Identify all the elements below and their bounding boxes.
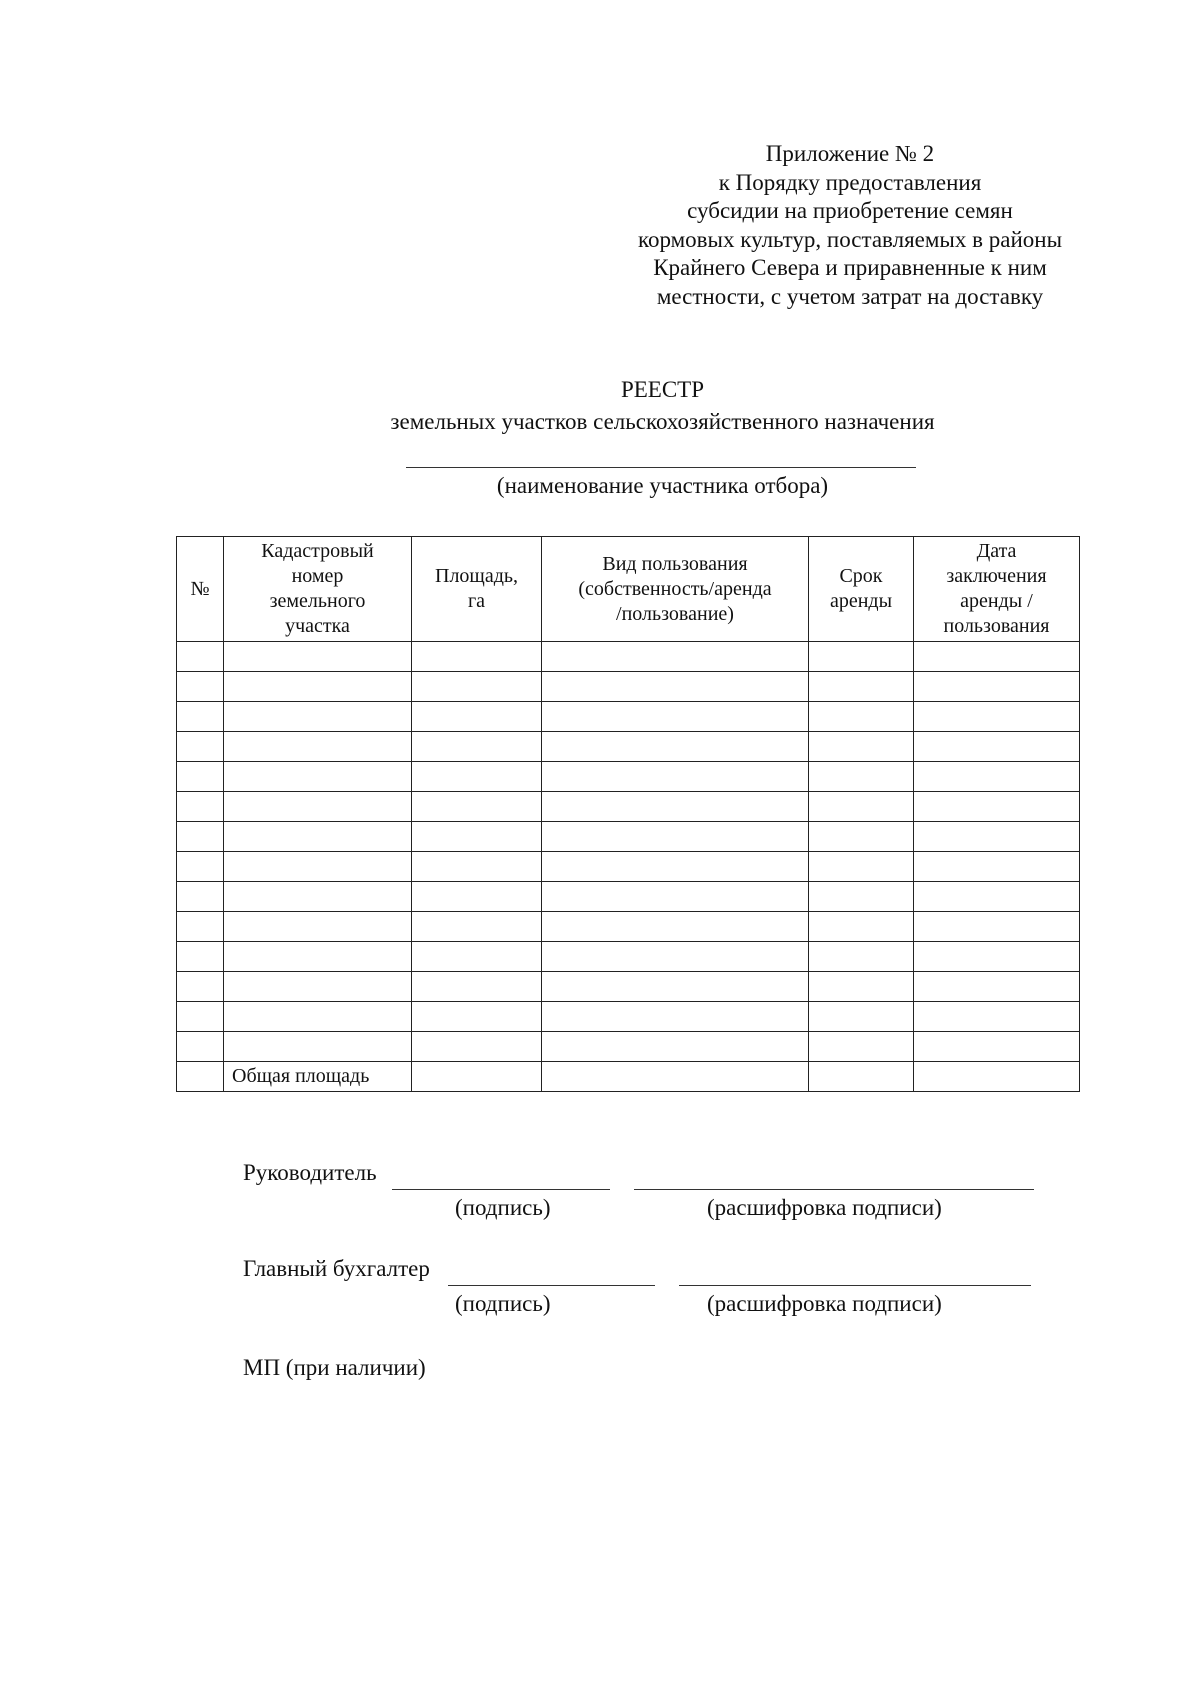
header-text: аренды /: [960, 590, 1033, 612]
table-cell[interactable]: [809, 762, 914, 792]
table-cell[interactable]: [224, 942, 412, 972]
table-cell[interactable]: [224, 642, 412, 672]
table-cell[interactable]: [224, 1002, 412, 1032]
table-cell[interactable]: [914, 642, 1080, 672]
table-cell[interactable]: [224, 972, 412, 1002]
table-header-row: [177, 537, 1080, 642]
table-cell[interactable]: [542, 642, 809, 672]
table-cell[interactable]: [542, 882, 809, 912]
table-cell[interactable]: [914, 762, 1080, 792]
table-cell[interactable]: [809, 852, 914, 882]
header-text: (собственность/аренда: [578, 577, 772, 600]
appendix-line: к Порядку предоставления: [718, 169, 982, 195]
table-row: [177, 1002, 1080, 1032]
table-cell[interactable]: [224, 852, 412, 882]
table-cell[interactable]: [542, 912, 809, 942]
table-cell[interactable]: [809, 882, 914, 912]
table-cell[interactable]: [809, 1002, 914, 1032]
table-row: [177, 912, 1080, 942]
table-cell[interactable]: [412, 1002, 542, 1032]
column-header-lease-term: [809, 537, 914, 642]
accountant-signature-decoding-field[interactable]: [679, 1285, 1031, 1286]
table-cell[interactable]: [224, 882, 412, 912]
document-title: РЕЕСТР: [620, 377, 705, 402]
table-cell[interactable]: [809, 702, 914, 732]
table-cell[interactable]: [542, 792, 809, 822]
column-header-cadastral-number: [224, 537, 412, 642]
table-row: [177, 732, 1080, 762]
table-cell[interactable]: [914, 972, 1080, 1002]
header-text: Кадастровый: [261, 540, 374, 562]
table-cell[interactable]: [224, 672, 412, 702]
header-text: заключения: [946, 565, 1047, 587]
table-cell[interactable]: [224, 702, 412, 732]
table-cell[interactable]: [914, 732, 1080, 762]
accountant-signature-caption: (подпись): [455, 1291, 551, 1316]
table-cell[interactable]: [412, 762, 542, 792]
table-row: [177, 762, 1080, 792]
table-cell[interactable]: [177, 882, 224, 912]
table-cell[interactable]: [914, 702, 1080, 732]
appendix-header: [620, 140, 1080, 312]
participant-name-caption: (наименование участника отбора): [496, 473, 829, 498]
head-decoding-caption: (расшифровка подписи): [707, 1195, 942, 1220]
header-text: Срок: [839, 565, 883, 587]
table-body: [177, 642, 1080, 1092]
table-cell[interactable]: [412, 882, 542, 912]
table-cell[interactable]: [914, 822, 1080, 852]
table-cell[interactable]: [177, 1032, 224, 1062]
head-signature-caption: (подпись): [455, 1195, 551, 1220]
table-cell[interactable]: [914, 912, 1080, 942]
table-row: [177, 642, 1080, 672]
table-cell[interactable]: [914, 942, 1080, 972]
table-cell[interactable]: [177, 732, 224, 762]
appendix-line: Крайнего Севера и приравненные к ним: [653, 255, 1047, 281]
table-cell[interactable]: [542, 1062, 809, 1092]
header-text: участка: [285, 615, 350, 637]
table-cell[interactable]: [224, 792, 412, 822]
column-header-contract-date: [914, 537, 1080, 642]
table-cell[interactable]: [914, 1002, 1080, 1032]
table-cell[interactable]: [809, 672, 914, 702]
header-text: аренды: [829, 590, 893, 612]
table-row: [177, 852, 1080, 882]
column-header-number: [177, 537, 224, 642]
table-cell[interactable]: [542, 702, 809, 732]
table-cell[interactable]: [809, 942, 914, 972]
head-signature-field[interactable]: [392, 1189, 610, 1190]
registry-table: [176, 536, 1080, 1092]
table-cell[interactable]: [914, 672, 1080, 702]
table-cell[interactable]: [177, 792, 224, 822]
document-subtitle: земельных участков сельскохозяйственного назначения: [390, 409, 935, 434]
table-cell[interactable]: [224, 1032, 412, 1062]
table-row: [177, 942, 1080, 972]
table-row: [177, 792, 1080, 822]
table-cell[interactable]: [809, 642, 914, 672]
table-cell[interactable]: [412, 972, 542, 1002]
table-row: [177, 882, 1080, 912]
table-cell[interactable]: [809, 792, 914, 822]
table-row: [177, 1032, 1080, 1062]
table-cell[interactable]: [177, 852, 224, 882]
table-cell[interactable]: [542, 972, 809, 1002]
head-label: Руководитель: [243, 1160, 377, 1185]
table-cell[interactable]: [224, 822, 412, 852]
total-area-value-cell[interactable]: [412, 1062, 542, 1092]
table-cell[interactable]: [914, 882, 1080, 912]
table-cell[interactable]: [809, 972, 914, 1002]
header-text: /пользование): [616, 602, 734, 625]
table-cell[interactable]: [542, 732, 809, 762]
table-cell[interactable]: [542, 672, 809, 702]
table-cell[interactable]: [542, 1032, 809, 1062]
appendix-line: местности, с учетом затрат на доставку: [656, 283, 1044, 309]
table-cell[interactable]: [412, 672, 542, 702]
total-row: [177, 1062, 1080, 1092]
accountant-label: Главный бухгалтер: [243, 1256, 430, 1281]
table-row: [177, 972, 1080, 1002]
header-text: пользования: [943, 615, 1050, 637]
appendix-line: кормовых культур, поставляемых в районы: [637, 226, 1063, 252]
header-text: Площадь,: [435, 565, 518, 587]
table-cell[interactable]: [914, 1032, 1080, 1062]
accountant-decoding-caption: (расшифровка подписи): [707, 1291, 942, 1316]
table-cell[interactable]: [542, 852, 809, 882]
table-cell[interactable]: [177, 702, 224, 732]
header-text: №: [190, 577, 210, 600]
table-row: [177, 702, 1080, 732]
table-cell[interactable]: [412, 732, 542, 762]
table-cell[interactable]: [177, 1002, 224, 1032]
header-text: номер: [291, 565, 344, 587]
table-cell[interactable]: [224, 732, 412, 762]
table-cell[interactable]: [542, 822, 809, 852]
table-row: [177, 822, 1080, 852]
table-cell[interactable]: [412, 942, 542, 972]
table-cell[interactable]: [914, 1062, 1080, 1092]
table-cell[interactable]: [177, 822, 224, 852]
header-text: га: [467, 590, 486, 612]
table-cell[interactable]: [177, 1062, 224, 1092]
table-cell[interactable]: [224, 912, 412, 942]
table-cell[interactable]: [177, 912, 224, 942]
table-cell[interactable]: [412, 852, 542, 882]
total-area-label: Общая площадь: [224, 1062, 412, 1092]
table-cell[interactable]: [177, 942, 224, 972]
table-cell[interactable]: [809, 1062, 914, 1092]
table-cell[interactable]: [412, 822, 542, 852]
table-cell[interactable]: [412, 1032, 542, 1062]
participant-name-field[interactable]: [406, 467, 916, 468]
table-cell[interactable]: [914, 852, 1080, 882]
table-cell[interactable]: [809, 912, 914, 942]
table-cell[interactable]: [412, 912, 542, 942]
appendix-line: субсидии на приобретение семян: [687, 198, 1013, 224]
accountant-signature-field[interactable]: [448, 1285, 655, 1286]
table-cell[interactable]: [177, 762, 224, 792]
stamp-note: МП (при наличии): [243, 1355, 426, 1380]
table-cell[interactable]: [542, 942, 809, 972]
column-header-usage-type: [542, 537, 809, 642]
table-cell[interactable]: [177, 972, 224, 1002]
appendix-line: Приложение № 2: [765, 141, 935, 166]
table-cell[interactable]: [809, 822, 914, 852]
table-row: [177, 672, 1080, 702]
table-cell[interactable]: [412, 792, 542, 822]
table-cell[interactable]: [542, 762, 809, 792]
table-cell[interactable]: [412, 642, 542, 672]
table-cell[interactable]: [809, 732, 914, 762]
table-cell[interactable]: [542, 1002, 809, 1032]
header-text: земельного: [269, 590, 366, 612]
table-cell[interactable]: [177, 672, 224, 702]
table-cell[interactable]: [177, 642, 224, 672]
header-text: Вид пользования: [602, 552, 748, 575]
table-cell[interactable]: [224, 762, 412, 792]
header-text: Дата: [976, 540, 1017, 562]
table-cell[interactable]: [914, 792, 1080, 822]
table-cell[interactable]: [412, 702, 542, 732]
column-header-area: [412, 537, 542, 642]
table-cell[interactable]: [809, 1032, 914, 1062]
head-signature-decoding-field[interactable]: [634, 1189, 1034, 1190]
